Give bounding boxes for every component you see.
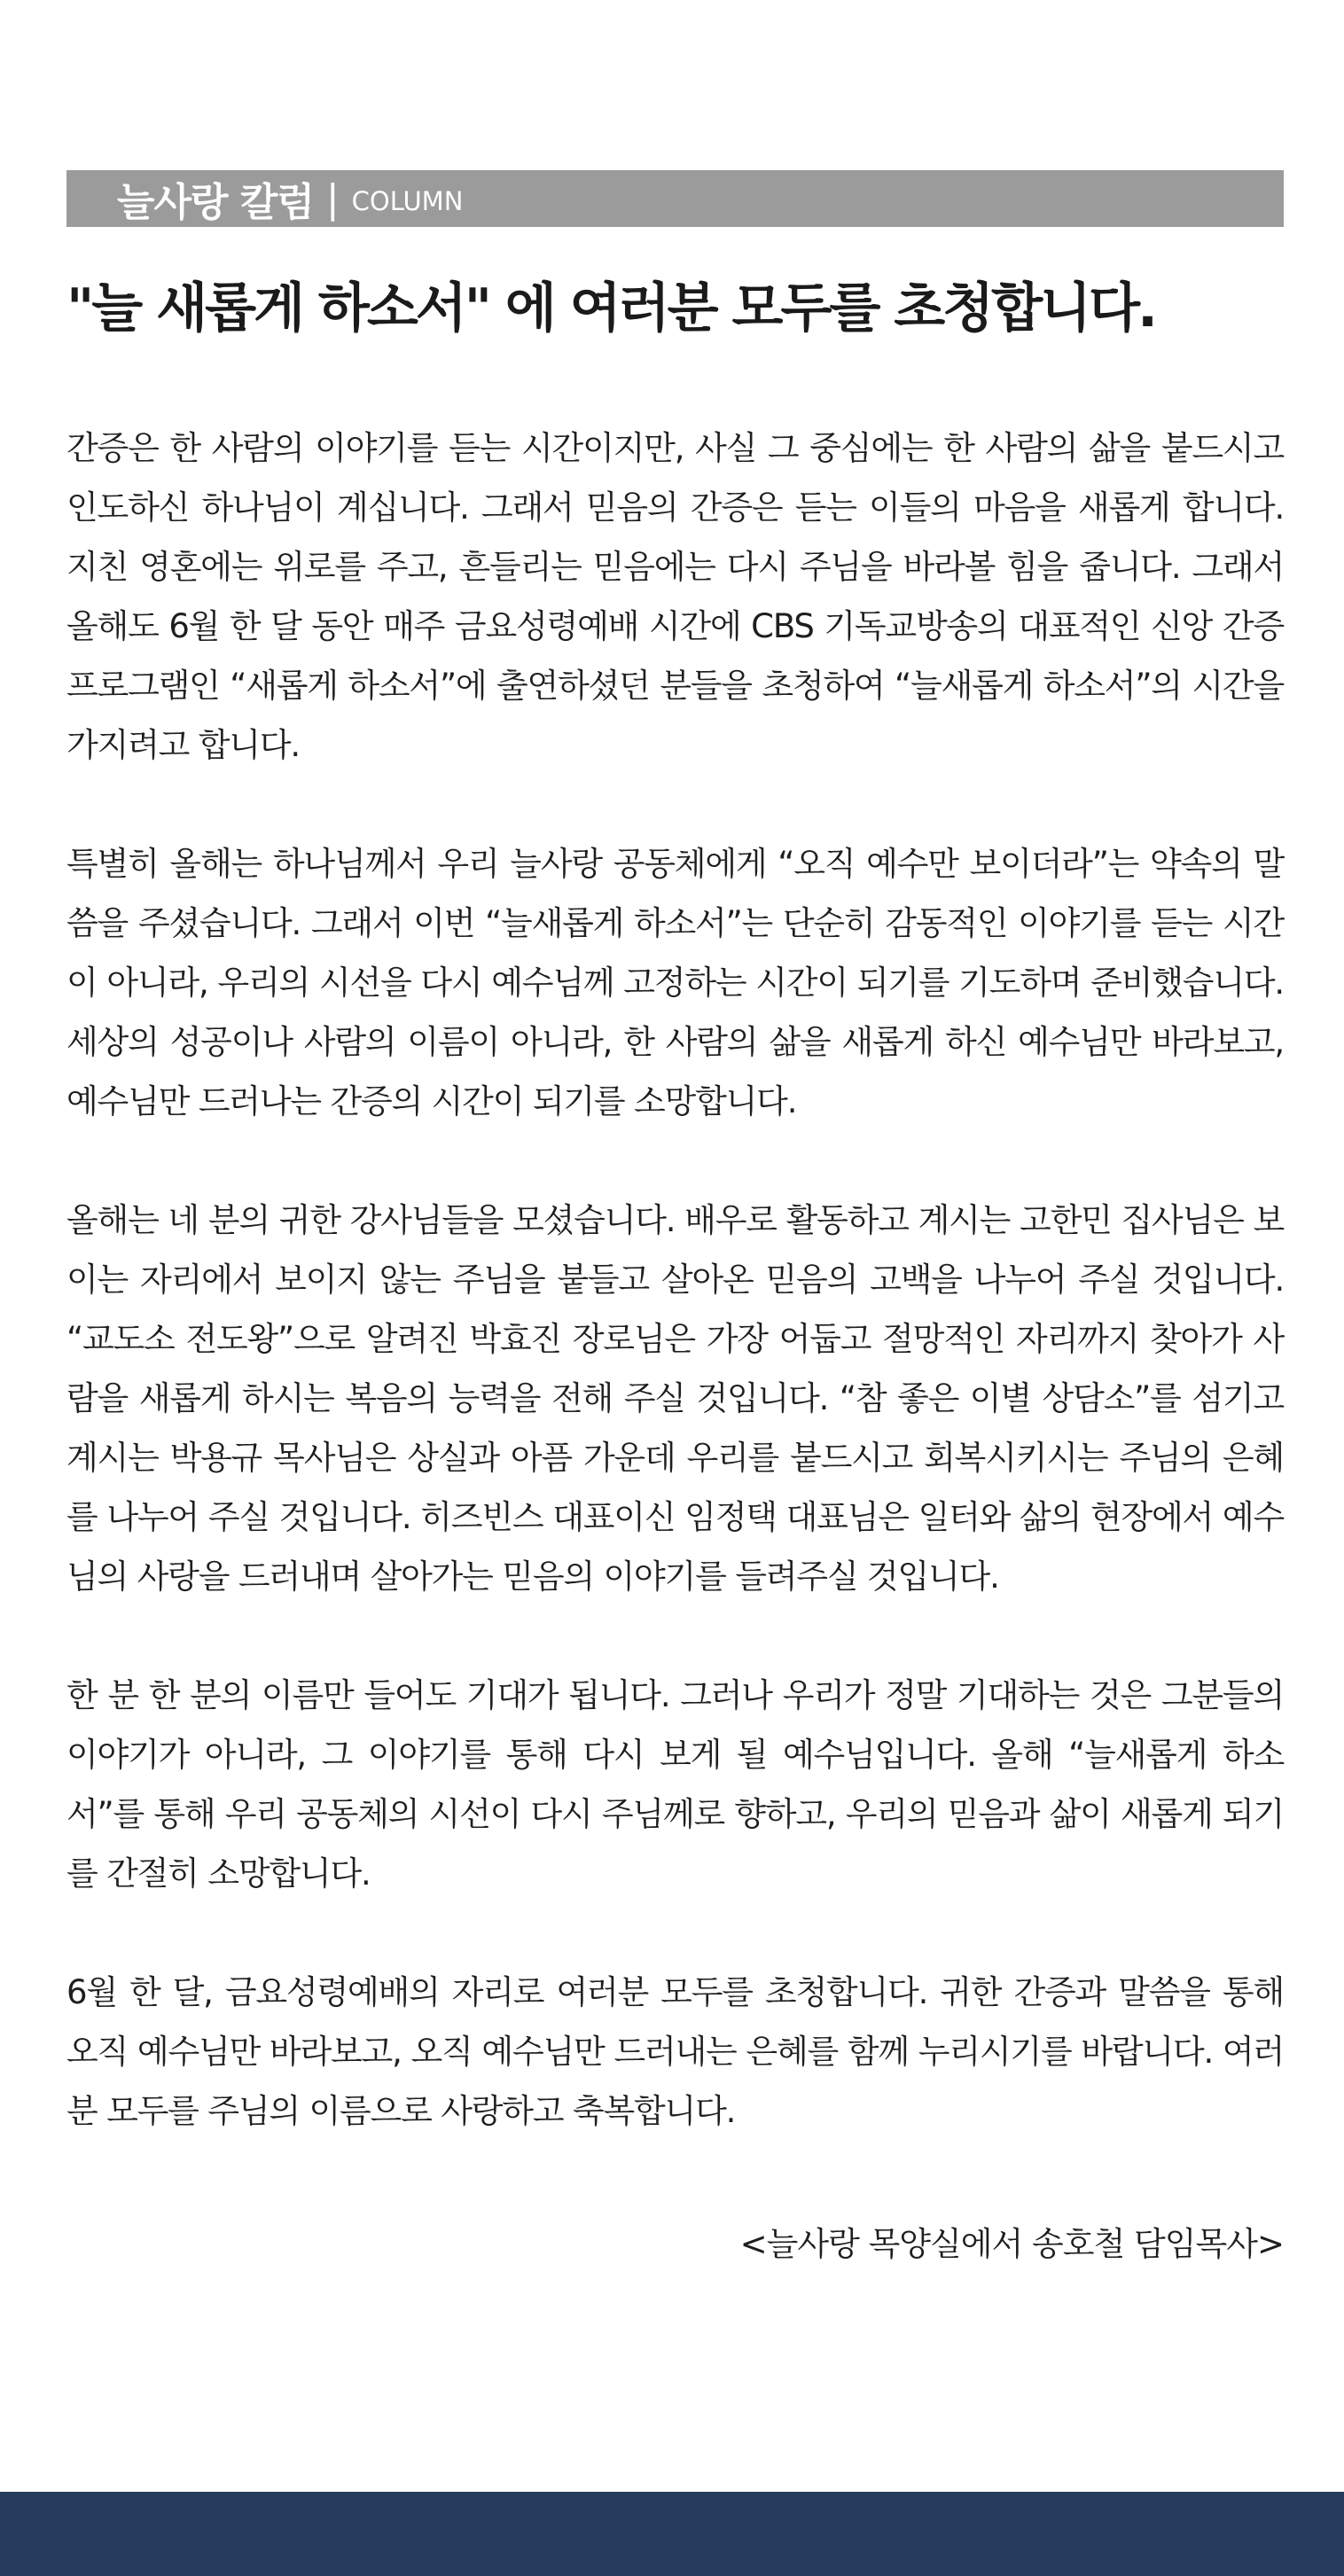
column-header-separator: | [325,176,340,222]
column-header-title: 늘사랑 칼럼 [117,180,314,225]
article-paragraph: 특별히 올해는 하나님께서 우리 늘사랑 공동체에게 “오직 예수만 보이더라”는 약속의 말씀을 주셨습니다. 그래서 이번 “늘새롭게 하소서”는 단순히 감동적인 이야기를 듣는 시간이 아니라, 우리의 시선을 다시 예수님께 고정하는 시간이 되기를 기도하며 준비했습니다. 세상의 성공이나 사람의 이름이 아니라, 한 사람의 삶을 새롭게 하신 예수님만 바라보고, 예수님만 드러나는 간증의 시간이 되기를 소망합니다. [66,845,1284,1120]
article-paragraph: 올해는 네 분의 귀한 강사님들을 모셨습니다. 배우로 활동하고 계시는 고한민 집사님은 보이는 자리에서 보이지 않는 주님을 붙들고 살아온 믿음의 고백을 나누어 주실 것입니다. “교도소 전도왕”으로 알려진 박효진 장로님은 가장 어둡고 절망적인 자리까지 찾아가 사람을 새롭게 하시는 복음의 능력을 전해 주실 것입니다. “참 좋은 이별 상담소”를 섬기고 계시는 박용규 목사님은 상실과 아픔 가운데 우리를 붙드시고 회복시키시는 주님의 은혜를 나누어 주실 것입니다. 히즈빈스 대표이신 임정택 대표님은 일터와 삶의 현장에서 예수님의 사랑을 드러내며 살아가는 믿음의 이야기를 들려주실 것입니다. [66,1201,1284,1596]
column-header-bar [66,170,1284,227]
article-title: "늘 새롭게 하소서" 에 여러분 모두를 초청합니다. [66,277,1155,340]
article-paragraph: 한 분 한 분의 이름만 들어도 기대가 됩니다. 그러나 우리가 정말 기대하는 것은 그분들의 이야기가 아니라, 그 이야기를 통해 다시 보게 될 예수님입니다. 올해 “늘새롭게 하소서”를 통해 우리 공동체의 시선이 다시 주님께로 향하고, 우리의 믿음과 삶이 새롭게 되기를 간절히 소망합니다. [66,1676,1284,1893]
author-signature: <늘사랑 목양실에서 송호철 담임목사> [739,2225,1284,2263]
article-paragraph: 6월 한 달, 금요성령예배의 자리로 여러분 모두를 초청합니다. 귀한 간증과 말씀을 통해 오직 예수님만 바라보고, 오직 예수님만 드러내는 은혜를 함께 누리시기를 바랍니다. 여러분 모두를 주님의 이름으로 사랑하고 축복합니다. [66,1973,1284,2130]
article-paragraph: 간증은 한 사람의 이야기를 듣는 시간이지만, 사실 그 중심에는 한 사람의 삶을 붙드시고 인도하신 하나님이 계십니다. 그래서 믿음의 간증은 듣는 이들의 마음을 새롭게 합니다. 지친 영혼에는 위로를 주고, 흔들리는 믿음에는 다시 주님을 바라볼 힘을 줍니다. 그래서 올해도 6월 한 달 동안 매주 금요성령예배 시간에 CBS 기독교방송의 대표적인 신앙 간증 프로그램인 “새롭게 하소서”에 출연하셨던 분들을 초청하여 “늘새롭게 하소서”의 시간을 가지려고 합니다. [66,429,1284,764]
footer-bar [0,2492,1344,2576]
column-header-subtitle: COLUMN [351,186,464,216]
article-body [66,418,1284,2200]
